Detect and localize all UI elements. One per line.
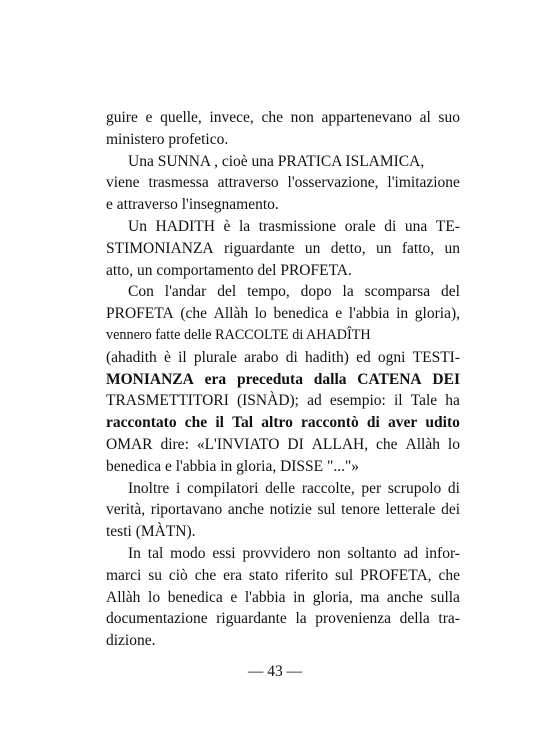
text-line: Inoltre i compilatori delle raccolte, per scrupolo di [128, 479, 460, 497]
text-line: STIMONIANZA riguardante un detto, un fatto, un [106, 239, 460, 257]
text-line: Un HADITH è la trasmissione orale di una TE- [128, 217, 460, 235]
text-line: documentazione riguardante la provenienza della tra- [106, 610, 460, 628]
body-text [106, 107, 460, 652]
text-line: raccontato che il Tal altro raccontò di aver udito [106, 414, 460, 432]
text-line: TRASMETTITORI (ISNÀD); ad esempio: il Tale ha [106, 392, 460, 410]
text-line: MONIANZA era preceduta dalla CATENA DEI [106, 370, 460, 388]
text-line: verità, riportavano anche notizie sul tenore letterale dei [106, 501, 460, 519]
text-line: Allàh lo benedica e l'abbia in gloria, ma anche sulla [106, 588, 460, 606]
text-line: atto, un comportamento del PROFETA. [106, 261, 352, 279]
text-line: (ahadith è il plurale arabo di hadith) ed ogni TESTI- [106, 348, 460, 366]
text-line: Con l'andar del tempo, dopo la scomparsa del [128, 283, 460, 301]
text-line: testi (MÀTN). [106, 523, 196, 541]
text-line: vennero fatte delle RACCOLTE di AHADÎTH [106, 326, 371, 343]
text-line: Una SUNNA , cioè una PRATICA ISLAMICA, [128, 152, 425, 170]
text-line: benedica e l'abbia in gloria, DISSE "..."» [106, 457, 360, 475]
text-line: PROFETA (che Allàh lo benedica e l'abbia in gloria), [106, 305, 460, 323]
text-line: In tal modo essi provvidero non soltanto ad infor- [128, 544, 460, 562]
text-line: e attraverso l'insegnamento. [106, 196, 279, 214]
text-line: OMAR dire: «L'INVIATO DI ALLAH, che Allàh lo [106, 435, 460, 453]
text-line: viene trasmessa attraverso l'osservazione, l'imitazione [106, 174, 460, 192]
text-line: dizione. [106, 632, 156, 650]
text-line: guire e quelle, invece, che non appartenevano al suo [106, 109, 460, 126]
text-line: ministero profetico. [106, 130, 229, 148]
text-line: marci su ciò che era stato riferito sul PROFETA, che [106, 566, 460, 584]
page-number: — 43 — [247, 663, 303, 680]
